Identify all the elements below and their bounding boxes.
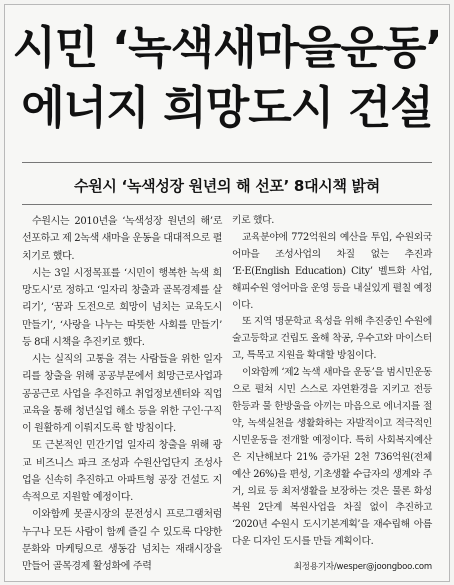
headline-line-2: 에너지 희망도시 건설: [21, 81, 433, 134]
divider-top: [22, 162, 432, 163]
headline-line-1: 시민 ‘녹색새마을운동’: [12, 21, 442, 74]
body-paragraph: 이와함께 못골시장의 문전성시 프로그램처럼 누구나 모든 사람이 함께 즐길 수 있도록 다양한 문화와 마케팅으로 생동감 넘치는 재래시장을 만들어 골목경제 활성화에 주력: [22, 509, 222, 572]
body-paragraph: 또 지역 명문학교 육성을 위해 추진중인 수원에술고등학교 건립도 올해 착공, 우수고와 마이스터고, 특목고 지원을 확대할 방침이다.: [232, 316, 432, 362]
body-paragraph: 수원시는 2010년을 ‘녹색성장 원년의 해’로 선포하고 제 2녹색 새마을 운동을 대대적으로 펼치기로 했다.: [22, 216, 222, 262]
body-paragraph: 또 근본적인 민간기업 일자리 창출을 위해 광교 비즈니스 파크 조성과 수원산업단지 조성사업을 신속히 추진하고 아파트형 공장 건설도 지속적으로 지원할 예정이다.: [22, 440, 222, 503]
body-column-right: [232, 213, 432, 551]
subheadline: 수원시 ‘녹색성장 원년의 해 선포’ 8대시책 밝혀: [74, 177, 380, 195]
body-paragraph: 키로 했다.: [232, 215, 274, 226]
divider-bottom: [22, 204, 432, 205]
body-paragraph: 교육분야에 772억원의 예산을 투입, 수원외국어마을 조성사업의 차질 없는 추진과 ‘E·E(English Education) City’ 벨트화 사업, 해피수원 영어마을 운영 등을 내실있게 펼칠 예정이다.: [232, 231, 432, 311]
body-column-left: [22, 213, 222, 575]
body-paragraph: 시는 실직의 고통을 겪는 사람들을 위한 일자리를 창출을 위해 공공부문에서 희망근로사업과 공공근로 사업을 추진하고 취업정보센터와 직업교육을 통해 청년실업 해소 등을 위한 구인·구직이 원활하게 이뤄지도록 할 방침이다.: [22, 354, 222, 434]
body-paragraph: 시는 3일 시정목표를 ‘시민이 행복한 녹색 희망도시’로 정하고 ‘일자리 창출과 골목경제를 살리기’, ‘꿈과 도전으로 희망이 넘치는 교육도시 만들기’, ‘사랑을 나누는 따뜻한 사회를 만들기’ 등 8대 시책을 추진키로 했다.: [22, 267, 222, 348]
body-paragraph: 이와함께 ‘제2 녹색 새마을 운동’을 범시민운동으로 펼쳐 시민 스스로 자연환경을 지키고 전등 한등과 물 한방울을 아끼는 마음으로 에너지를 절약, 녹색실천을 생활화하는 자발적이고 적극적인 시민운동을 전개할 예정이다. 특히 사회복지예산은 지난해보다 21% 증가된 2천 736억원(전체 예산 26%)을 편성, 기초생활 수급자의 생계와 주거, 의료 등 최저생활을 보장하는 것은 물론 화성복원 2단계 복원사업을 차질 없이 추진하고 ‘2020년 수원시 도시기본계획’을 재수립해 아름다운 디자인 도시를 만들 계획이다.: [232, 367, 432, 548]
byline: 최정용기자/wesper@joongboo.com: [293, 562, 432, 572]
